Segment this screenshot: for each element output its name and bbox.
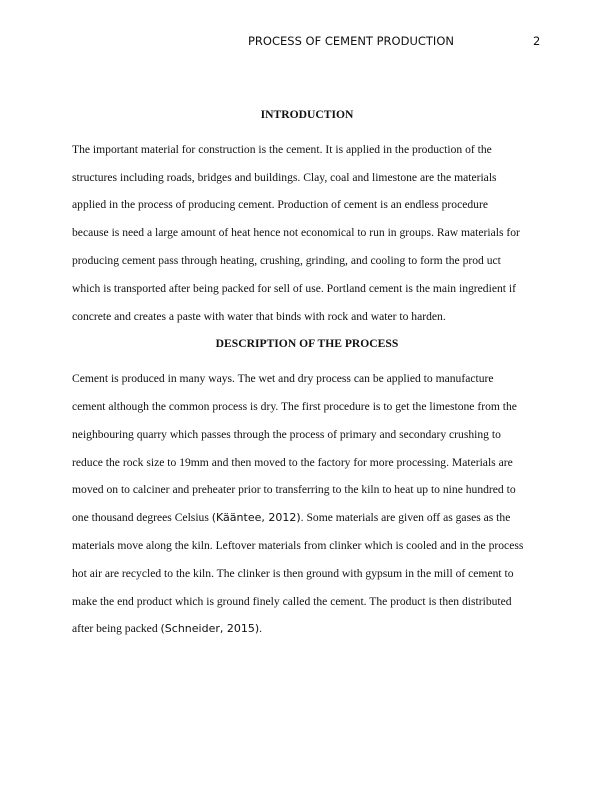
paragraph-line: hot air are recycled to the kiln. The clinker is then ground with gypsum in the mill of cement to bbox=[72, 566, 514, 580]
page-number: 2 bbox=[533, 34, 541, 48]
paragraph-line: structures including roads, bridges and buildings. Clay, coal and limestone are the materials bbox=[72, 170, 497, 184]
description-paragraph bbox=[72, 365, 542, 643]
paragraph-line: which is transported after being packed for sell of use. Portland cement is the main ingredient if bbox=[72, 281, 516, 295]
paragraph-line: reduce the rock size to 19mm and then moved to the factory for more processing. Materials are bbox=[72, 455, 513, 469]
paragraph-line: neighbouring quarry which passes through the process of primary and secondary crushing to bbox=[72, 427, 501, 441]
paragraph-line: moved on to calciner and preheater prior to transferring to the kiln to heat up to nine hundred to bbox=[72, 483, 516, 497]
paragraph-line-with-citation bbox=[72, 615, 542, 643]
citation-schneider: (Schneider, 2015) bbox=[160, 622, 260, 636]
document-body bbox=[72, 101, 542, 643]
line-text: . bbox=[259, 622, 263, 636]
paragraph-line: materials move along the kiln. Leftover materials from clinker which is cooled and in the process bbox=[72, 538, 524, 552]
citation-kaantee: (Kääntee, 2012) bbox=[211, 511, 301, 525]
paragraph-line-with-citation bbox=[72, 504, 542, 532]
paragraph-line: cement although the common process is dry. The first procedure is to get the limestone from the bbox=[72, 399, 517, 413]
line-text: . Some materials are given off as gases as the bbox=[300, 511, 511, 525]
paragraph-line: applied in the process of producing cement. Production of cement is an endless procedure bbox=[72, 198, 488, 212]
line-text: one thousand degrees Celsius bbox=[72, 511, 212, 525]
paragraph-line: because is need a large amount of heat hence not economical to run in groups. Raw materials for bbox=[72, 226, 520, 240]
line-text: after being packed bbox=[72, 622, 161, 636]
paragraph-line: make the end product which is ground finely called the cement. The product is then distributed bbox=[72, 594, 512, 608]
paragraph-line: producing cement pass through heating, crushing, grinding, and cooling to form the prod uct bbox=[72, 253, 501, 267]
paragraph-line: concrete and creates a paste with water that binds with rock and water to harden. bbox=[72, 309, 446, 323]
introduction-heading: INTRODUCTION bbox=[260, 108, 354, 121]
running-header bbox=[0, 34, 612, 50]
paragraph-line: The important material for construction is the cement. It is applied in the production of the bbox=[72, 142, 492, 156]
introduction-paragraph bbox=[72, 136, 542, 331]
running-title: PROCESS OF CEMENT PRODUCTION bbox=[248, 34, 454, 48]
paragraph-line: Cement is produced in many ways. The wet and dry process can be applied to manufacture bbox=[72, 372, 494, 386]
description-heading: DESCRIPTION OF THE PROCESS bbox=[215, 337, 399, 351]
